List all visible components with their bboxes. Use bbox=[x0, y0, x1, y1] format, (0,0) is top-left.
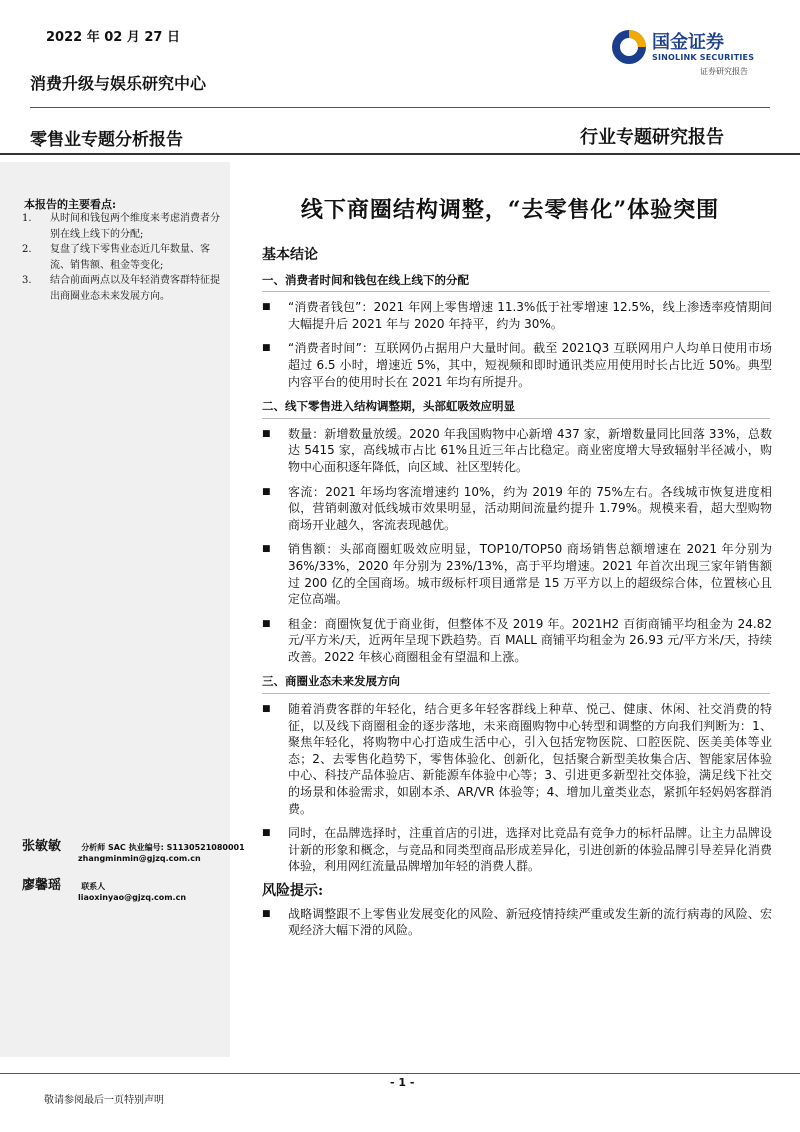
logo-english-name: SINOLINK SECURITIES bbox=[652, 53, 755, 62]
bullet-item bbox=[262, 701, 772, 817]
bullet-item bbox=[262, 541, 772, 607]
risk-heading: 风险提示: bbox=[262, 883, 324, 899]
bullet-square-icon: ■ bbox=[262, 908, 271, 919]
header-bottom-divider bbox=[0, 153, 800, 155]
logo-mark-icon bbox=[610, 28, 648, 66]
list-item-text: 复盘了线下零售业态近几年数量、客流、销售额、租金等变化; bbox=[50, 244, 210, 271]
contact-block bbox=[22, 874, 186, 902]
header-divider bbox=[30, 107, 770, 108]
research-center: 消费升级与娱乐研究中心 bbox=[30, 74, 207, 93]
page-number: - 1 - bbox=[390, 1076, 415, 1089]
bullet-text: 销售额：头部商圈虹吸效应明显，TOP10/TOP50 商场销售总额增速在 2021 年分别为 36%/33%，2020 年分别为 23%/13%，高于平均增速。2021 年首次出现三家年销售额过 200 亿的全国商场。城市级标杆项目通常是 15 万平方以上的超级综合体，位置核心且定位高端。 bbox=[288, 542, 772, 607]
bullet-square-icon: ■ bbox=[262, 704, 271, 715]
list-item bbox=[22, 211, 222, 242]
analyst-email: zhangminmin@gjzq.com.cn bbox=[78, 854, 201, 863]
report-title: 线下商圈结构调整，“去零售化”体验突围 bbox=[300, 197, 720, 223]
list-item-number: 3. bbox=[22, 275, 32, 286]
logo-chinese-name: 国金证券 bbox=[652, 32, 724, 53]
bullet-text: 随着消费客群的年轻化，结合更多年轻客群线上种草、悦己、健康、休闲、社交消费的特征，以及线下商圈租金的逐步落地，未来商圈购物中心转型和调整的方向我们判断为：1、聚焦年轻化，将购物中心打造成生活中心，引入包括宠物医院、口腔医院、医美美体等业态；2、去零售化趋势下，零售体验化、创新化，包括聚合新型美妆集合店、智能家居体验中心、科技产品体验店、新能源车体验中心等；3、引进更多新型社交体验，满足线下社交的场景和体验需求，如剧本杀、AR/VR 体验等；4、增加儿童类业态，紧抓年轻妈妈客群消费。 bbox=[288, 702, 772, 816]
analyst-role: 分析师 SAC 执业编号: S1130521080001 bbox=[81, 843, 245, 852]
bullet-text: 数量：新增数量放缓。2020 年我国购物中心新增 437 家，新增数量同比回落 33%，总数达 5415 家，高线城市占比 61%且近三年占比稳定。商业密度增大导致辐射半径减小，购物中心面积逐年降低，向区域、社区型转化。 bbox=[288, 426, 772, 474]
bullet-square-icon: ■ bbox=[262, 544, 271, 555]
list-item bbox=[22, 242, 222, 273]
bullet-square-icon: ■ bbox=[262, 302, 271, 313]
section-divider bbox=[262, 693, 770, 694]
logo-subtitle: 证券研究报告 bbox=[700, 67, 748, 76]
report-type: 行业专题研究报告 bbox=[580, 127, 724, 148]
section-divider bbox=[262, 291, 770, 292]
footer-divider bbox=[0, 1073, 800, 1074]
bullet-text: 同时，在品牌选择时，注重首店的引进，选择对比竞品有竞争力的标杆品牌。让主力品牌设计新的形象和概念，与竞品和同类型商品形成差异化，引进创新的体验品牌引导差异化消费体验，利用网红流量品牌增加年轻的消费人群。 bbox=[288, 826, 772, 874]
disclaimer-note: 敬请参阅最后一页特别声明 bbox=[44, 1095, 164, 1106]
highlights-list bbox=[22, 211, 222, 304]
bullet-text: “消费者钱包”：2021 年网上零售增速 11.3%低于社零增速 12.5%，线上渗透率疫情期间大幅提升后 2021 年与 2020 年持平，约为 30%。 bbox=[288, 300, 772, 331]
basic-conclusion-heading: 基本结论 bbox=[262, 247, 318, 263]
list-item-number: 1. bbox=[22, 213, 32, 224]
bullet-item bbox=[262, 299, 772, 332]
bullet-square-icon: ■ bbox=[262, 618, 271, 629]
contact-name: 廖馨瑶 bbox=[22, 878, 62, 893]
bullet-item bbox=[262, 825, 772, 875]
section-heading: 二、线下零售进入结构调整期，头部虹吸效应明显 bbox=[262, 399, 515, 414]
bullet-square-icon: ■ bbox=[262, 428, 271, 439]
bullet-item bbox=[262, 426, 772, 476]
section-heading: 一、消费者时间和钱包在线上线下的分配 bbox=[262, 272, 469, 287]
highlights-title: 本报告的主要看点: bbox=[24, 198, 117, 211]
analyst-name: 张敏敏 bbox=[22, 839, 62, 854]
analyst-block bbox=[22, 835, 245, 863]
bullet-text: “消费者时间”：互联网仍占据用户大量时间。截至 2021Q3 互联网用户人均单日使用市场超过 6.5 小时，增速近 5%，其中，短视频和即时通讯类应用使用时长占比近 50%。典型内容平台的使用时长在 2021 年均有所提升。 bbox=[288, 341, 772, 389]
section-heading: 三、商圈业态未来发展方向 bbox=[262, 674, 400, 689]
bullet-text: 客流：2021 年场均客流增速约 10%，约为 2019 年的 75%左右。各线城市恢复进度相似，营销刺激对低线城市效果明显，活动期间流量约提升 1.79%。规模来看，超大型购物商场开业越久，客流表现越优。 bbox=[288, 484, 772, 532]
bullet-square-icon: ■ bbox=[262, 343, 271, 354]
list-item-text: 结合前面两点以及年轻消费客群特征提出商圈业态未来发展方向。 bbox=[50, 275, 220, 302]
bullet-item bbox=[262, 616, 772, 666]
report-date: 2022 年 02 月 27 日 bbox=[46, 30, 180, 45]
risk-text: 战略调整跟不上零售业发展变化的风险、新冠疫情持续严重或发生新的流行病毒的风险、宏观经济大幅下滑的风险。 bbox=[288, 906, 772, 938]
list-item-text: 从时间和钱包两个维度来考虑消费者分别在线上线下的分配; bbox=[50, 213, 220, 240]
bullet-item bbox=[262, 340, 772, 390]
bullet-text: 租金：商圈恢复优于商业街，但整体不及 2019 年。2021H2 百街商铺平均租金为 24.82 元/平方米/天，近两年呈现下跌趋势。百 MALL 商铺平均租金为 26.93 元/平方米/天，持续改善。2022 年核心商圈租金有望温和上涨。 bbox=[288, 616, 772, 664]
bullet-square-icon: ■ bbox=[262, 486, 271, 497]
main-content bbox=[262, 247, 772, 947]
list-item-number: 2. bbox=[22, 244, 32, 255]
section-divider bbox=[262, 418, 770, 419]
bullet-item bbox=[262, 484, 772, 534]
report-name: 零售业专题分析报告 bbox=[30, 130, 183, 150]
bullet-item bbox=[262, 906, 772, 939]
list-item bbox=[22, 273, 222, 304]
contact-role: 联系人 bbox=[81, 882, 106, 891]
contact-email: liaoxinyao@gjzq.com.cn bbox=[78, 893, 187, 902]
bullet-square-icon: ■ bbox=[262, 828, 271, 839]
